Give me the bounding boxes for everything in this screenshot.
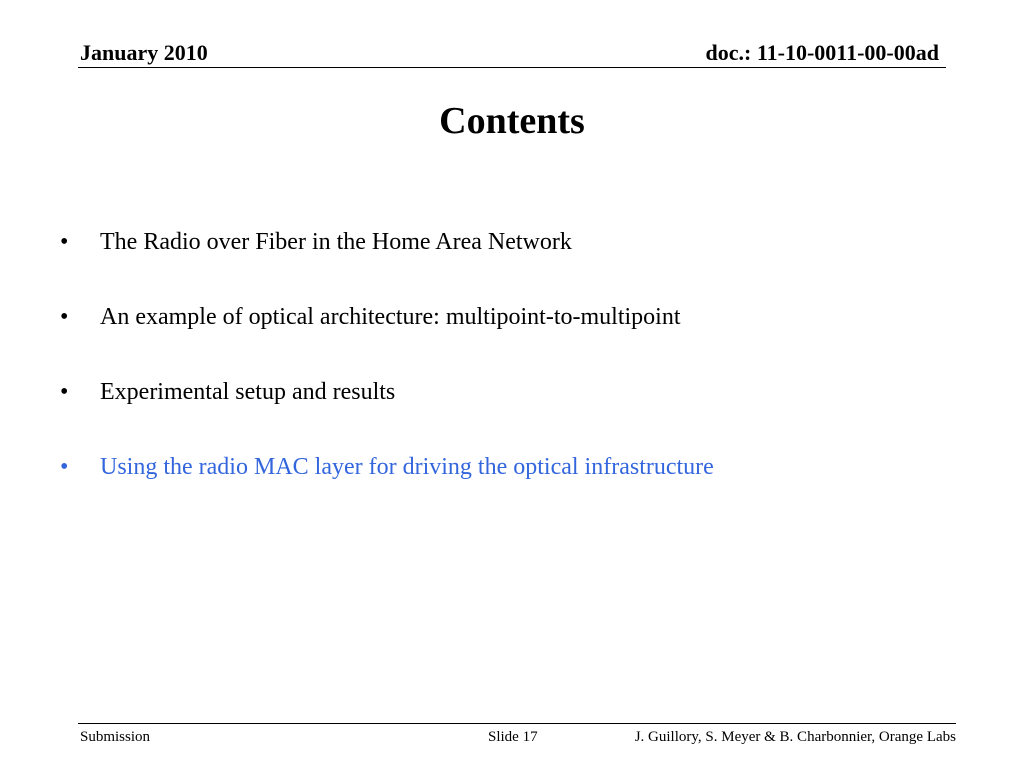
- bullet-list: [60, 224, 960, 524]
- bullet-text: The Radio over Fiber in the Home Area Network: [100, 229, 572, 255]
- footer-slide-number: Slide 17: [488, 729, 538, 745]
- bullet-item: [60, 299, 960, 374]
- bullet-dot-icon: •: [60, 229, 69, 255]
- bullet-text: An example of optical architecture: multipoint-to-multipoint: [100, 304, 681, 330]
- header-date: January 2010: [80, 40, 208, 65]
- bullet-dot-icon: •: [60, 454, 69, 480]
- header-divider: [78, 67, 946, 68]
- bullet-text: Experimental setup and results: [100, 379, 396, 405]
- bullet-dot-icon: •: [60, 304, 69, 330]
- bullet-item-highlighted: [60, 449, 960, 524]
- bullet-item: [60, 374, 960, 449]
- bullet-dot-icon: •: [60, 379, 69, 405]
- bullet-item: [60, 224, 960, 299]
- footer-authors: J. Guillory, S. Meyer & B. Charbonnier, Orange Labs: [634, 729, 956, 745]
- bullet-text: Using the radio MAC layer for driving the optical infrastructure: [100, 454, 714, 480]
- header-doc-id: doc.: 11-10-0011-00-00ad: [705, 40, 939, 65]
- slide-title: Contents: [439, 100, 585, 142]
- footer-divider: [78, 723, 956, 724]
- footer-submission: Submission: [80, 729, 151, 745]
